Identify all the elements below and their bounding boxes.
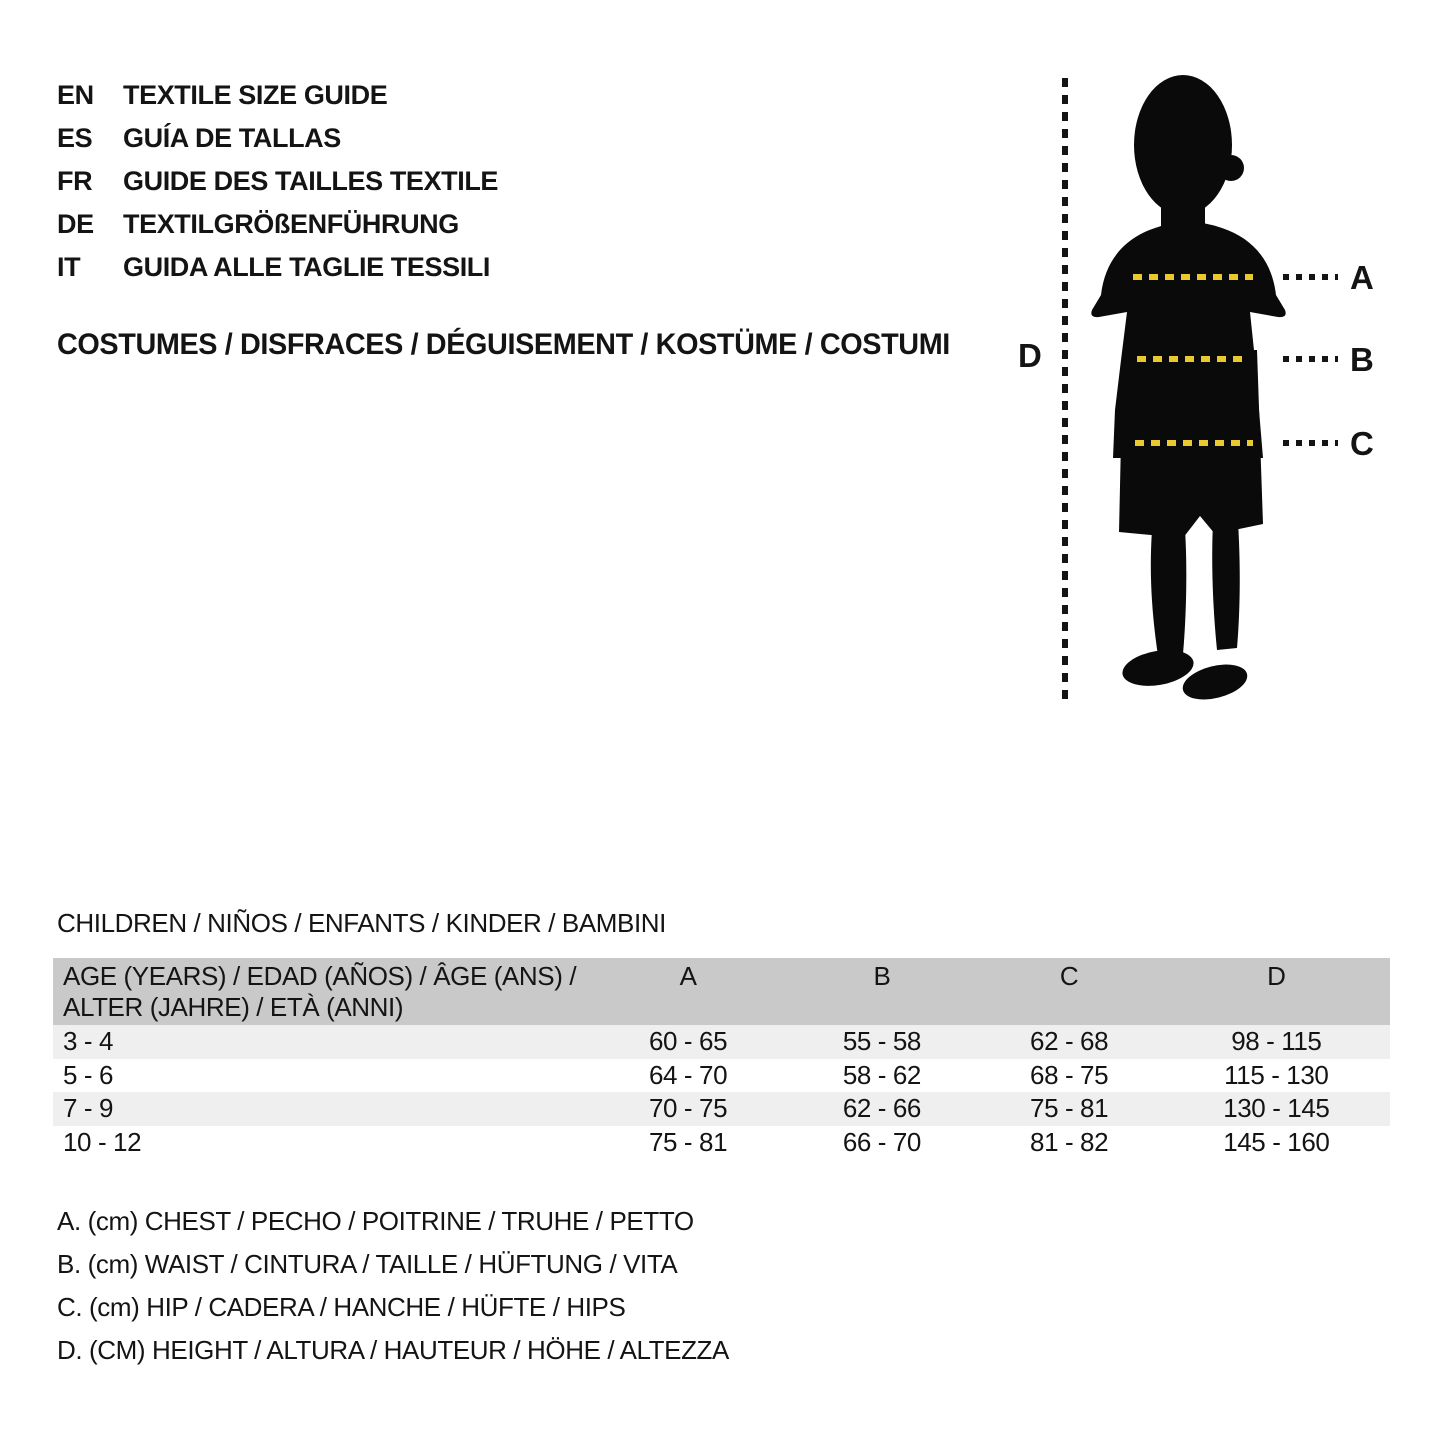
height-cell: 130 - 145	[1223, 1093, 1330, 1124]
height-cell: 98 - 115	[1231, 1026, 1322, 1057]
hip-cell: 68 - 75	[1030, 1059, 1109, 1090]
measurement-legend	[57, 1200, 729, 1372]
age-cell: 10 - 12	[63, 1126, 142, 1157]
column-header-a: A	[679, 961, 697, 991]
language-title: GUIDE DES TAILLES TEXTILE	[123, 166, 499, 196]
category-heading: COSTUMES / DISFRACES / DÉGUISEMENT / KOSTÜME / COSTUMI	[57, 328, 950, 361]
chest-cell: 75 - 81	[648, 1126, 728, 1157]
language-code: EN	[57, 80, 94, 110]
label-a: A	[1350, 259, 1374, 296]
hip-cell: 81 - 82	[1030, 1126, 1109, 1157]
chest-cell: 70 - 75	[648, 1093, 728, 1124]
chest-cell: 64 - 70	[648, 1059, 728, 1090]
language-title: TEXTILGRÖßENFÜHRUNG	[123, 209, 459, 239]
language-title-list	[57, 74, 498, 289]
hip-cell: 75 - 81	[1030, 1093, 1109, 1124]
age-column-header	[53, 958, 588, 1023]
size-table	[53, 958, 1390, 1159]
age-cell: 5 - 6	[63, 1059, 114, 1090]
age-cell: 3 - 4	[63, 1026, 114, 1057]
language-code: DE	[57, 209, 94, 239]
legend-height: D. (CM) HEIGHT / ALTURA / HAUTEUR / HÖHE / ALTEZZA	[57, 1335, 729, 1365]
legend-waist: B. (cm) WAIST / CINTURA / TAILLE / HÜFTUNG / VITA	[57, 1249, 678, 1279]
language-row-en	[57, 74, 498, 117]
age-cell: 7 - 9	[63, 1093, 114, 1124]
silhouette-right-leg	[1212, 522, 1240, 650]
hip-cell: 62 - 68	[1030, 1026, 1109, 1057]
language-row-de	[57, 203, 498, 246]
column-header-d: D	[1267, 961, 1286, 991]
chest-cell: 60 - 65	[648, 1026, 728, 1057]
language-code: FR	[57, 166, 93, 196]
table-row	[53, 1059, 1390, 1093]
table-section-title: CHILDREN / NIÑOS / ENFANTS / KINDER / BAMBINI	[57, 908, 666, 938]
language-title: TEXTILE SIZE GUIDE	[123, 80, 388, 110]
label-b: B	[1350, 341, 1374, 378]
waist-cell: 62 - 66	[842, 1093, 921, 1124]
language-title: GUIDA ALLE TAGLIE TESSILI	[123, 252, 490, 282]
language-row-it	[57, 246, 498, 289]
legend-chest: A. (cm) CHEST / PECHO / POITRINE / TRUHE / PETTO	[57, 1206, 694, 1236]
waist-cell: 66 - 70	[842, 1126, 921, 1157]
legend-hip: C. (cm) HIP / CADERA / HANCHE / HÜFTE / HIPS	[57, 1292, 626, 1322]
age-header-line2: ALTER (JAHRE) / ETÀ (ANNI)	[63, 992, 404, 1022]
language-row-fr	[57, 160, 498, 203]
silhouette-ear	[1218, 155, 1244, 181]
waist-cell: 58 - 62	[842, 1059, 921, 1090]
size-table-header	[53, 958, 1390, 1025]
measurement-diagram	[1000, 55, 1445, 730]
language-row-es	[57, 117, 498, 160]
table-row	[53, 1126, 1390, 1160]
age-header-line1: AGE (YEARS) / EDAD (AÑOS) / ÂGE (ANS) /	[63, 961, 577, 991]
column-header-c: C	[1059, 961, 1079, 991]
language-code: IT	[57, 252, 81, 282]
language-title: GUÍA DE TALLAS	[123, 123, 341, 153]
waist-cell: 55 - 58	[842, 1026, 921, 1057]
silhouette-left-leg	[1151, 530, 1186, 656]
child-silhouette	[1091, 75, 1285, 706]
height-cell: 115 - 130	[1224, 1059, 1329, 1090]
language-code: ES	[57, 123, 93, 153]
table-row	[53, 1025, 1390, 1059]
table-row	[53, 1092, 1390, 1126]
label-d: D	[1018, 337, 1042, 374]
height-cell: 145 - 160	[1223, 1126, 1330, 1157]
column-header-b: B	[873, 961, 891, 991]
label-c: C	[1350, 425, 1374, 462]
